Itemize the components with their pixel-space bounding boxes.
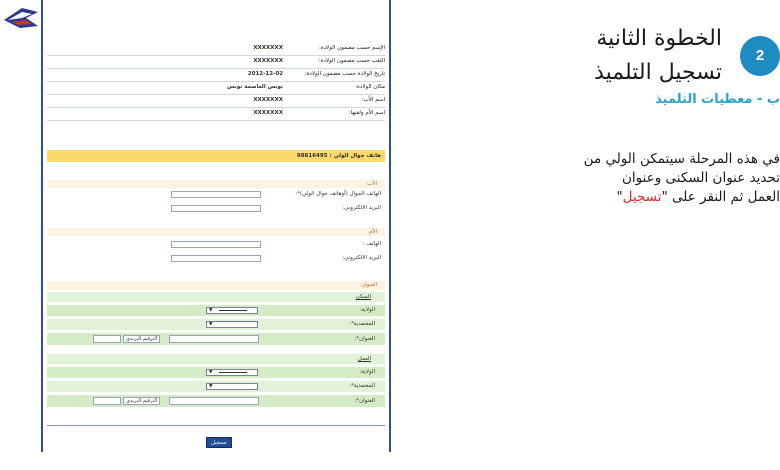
home-state-select[interactable] bbox=[206, 307, 258, 314]
work-zip-label: الترقيم البريدي bbox=[123, 397, 160, 405]
work-state-select[interactable] bbox=[206, 369, 258, 376]
father-email-label: البريد الالكتروني: bbox=[342, 205, 381, 211]
mother-heading: الأم bbox=[368, 229, 377, 235]
step-title-line1: الخطوة الثانية bbox=[596, 26, 722, 51]
step-title-line2: تسجيل التلميذ bbox=[594, 60, 722, 85]
last-name-label: اللقب حسب مضمون الولادة: bbox=[318, 58, 385, 64]
last-name-value: XXXXXXX bbox=[253, 58, 283, 64]
father-phone-input[interactable] bbox=[171, 191, 261, 198]
work-heading: العمل bbox=[357, 356, 371, 362]
divider bbox=[47, 81, 385, 82]
chevron-down-icon: ▼ bbox=[209, 308, 213, 313]
step-body-line3: العمل ثم النقر على "تسجيل" bbox=[616, 189, 780, 205]
registration-form-panel bbox=[41, 0, 391, 452]
form-footer-divider bbox=[47, 425, 385, 426]
step-body-line1: في هذه المرحلة سيتمكن الولي من bbox=[583, 151, 780, 167]
step-body-line2: تحديد عنوان السكنى وعنوان bbox=[621, 170, 780, 186]
mother-phone-label: الهاتف : bbox=[362, 241, 381, 247]
step-subtitle: ب - معطيات التلميذ bbox=[655, 92, 780, 107]
home-address-input[interactable] bbox=[169, 335, 259, 343]
work-delegation-select[interactable] bbox=[206, 383, 258, 390]
birth-date-label: تاريخ الولادة حسب مضمون الولادة: bbox=[304, 71, 385, 77]
work-heading-band bbox=[47, 354, 385, 364]
guardian-phone-value: 98816495 bbox=[296, 153, 328, 159]
birth-place-row bbox=[43, 83, 389, 93]
chevron-down-icon: ▼ bbox=[209, 384, 213, 389]
work-state-label: الولاية: bbox=[359, 369, 375, 375]
highlighted-register-word: تسجيل bbox=[622, 189, 662, 205]
father-email-input[interactable] bbox=[171, 205, 261, 212]
guardian-phone-label: هاتف جوال الولي : 98816495 bbox=[296, 153, 381, 159]
home-state-label: الولاية: bbox=[359, 307, 375, 313]
home-delegation-select[interactable] bbox=[206, 321, 258, 328]
birth-place-value: تونس العاصمة تونس bbox=[227, 84, 283, 90]
father-name-label: اسم الأب: bbox=[361, 97, 385, 103]
mother-name-row bbox=[43, 109, 389, 119]
divider bbox=[47, 107, 385, 108]
step-number-badge: 2 bbox=[740, 36, 780, 76]
divider bbox=[47, 68, 385, 69]
first-name-value: XXXXXXX bbox=[253, 45, 283, 51]
home-heading-band bbox=[47, 292, 385, 302]
bird-logo-icon bbox=[2, 4, 40, 34]
mother-name-value: XXXXXXX bbox=[253, 110, 283, 116]
father-heading: الأب bbox=[367, 181, 377, 187]
father-name-value: XXXXXXX bbox=[253, 97, 283, 103]
divider bbox=[47, 120, 385, 121]
first-name-row bbox=[43, 44, 389, 54]
mother-name-label: اسم الأم ولقبها: bbox=[348, 110, 385, 116]
work-delegation-label: المعتمدية*: bbox=[349, 383, 375, 389]
divider bbox=[47, 55, 385, 56]
chevron-down-icon: ▼ bbox=[209, 370, 213, 375]
father-phone-label: الهاتف الجوال (أوهاتف جوال الولي)*: bbox=[295, 191, 381, 197]
last-name-row bbox=[43, 57, 389, 67]
chevron-down-icon: ▼ bbox=[209, 322, 213, 327]
mother-phone-input[interactable] bbox=[171, 241, 261, 248]
step-description bbox=[580, 150, 780, 207]
mother-email-label: البريد الالكتروني: bbox=[342, 255, 381, 261]
guardian-phone-band bbox=[47, 150, 385, 162]
birth-place-label: مكان الولادة: bbox=[355, 84, 385, 90]
home-zip-label: الترقيم البريدي bbox=[123, 335, 160, 343]
birth-date-row bbox=[43, 70, 389, 80]
home-heading: السكن bbox=[355, 294, 371, 300]
father-heading-band bbox=[47, 180, 385, 188]
home-address-label: العنوان*: bbox=[354, 336, 375, 342]
submit-button[interactable]: تسجيل bbox=[206, 437, 232, 448]
address-heading-band bbox=[47, 281, 385, 290]
work-zip-input[interactable] bbox=[93, 397, 121, 405]
birth-date-value: 2012-12-02 bbox=[247, 71, 283, 77]
work-address-label: العنوان*: bbox=[354, 398, 375, 404]
mother-email-input[interactable] bbox=[171, 255, 261, 262]
father-name-row bbox=[43, 96, 389, 106]
mother-heading-band bbox=[47, 228, 385, 236]
work-state-value bbox=[219, 372, 247, 373]
address-heading: العنوان bbox=[361, 282, 377, 288]
work-address-input[interactable] bbox=[169, 397, 259, 405]
home-zip-input[interactable] bbox=[93, 335, 121, 343]
home-state-value bbox=[219, 310, 247, 311]
home-delegation-label: المعتمدية*: bbox=[349, 321, 375, 327]
first-name-label: الإسم حسب مضمون الولادة: bbox=[318, 45, 385, 51]
divider bbox=[47, 94, 385, 95]
